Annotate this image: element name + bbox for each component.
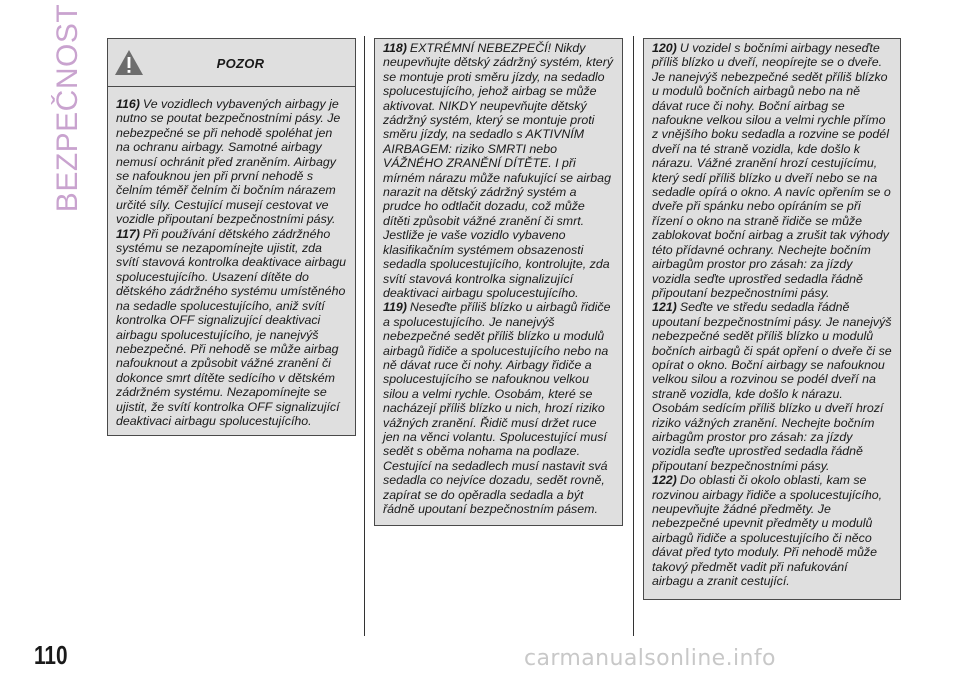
warning-header — [108, 39, 355, 87]
note-text: U vozidel s bočními airbagy neseďte příliš blízko u dveří, neopírejte se o dveře. Je nanejvýš nebezpečné sedět příliš blízko u modulů bočních airbagů nebo na ně dávat ruce či nohy. Boční airbag se nafoukne velkou silou a velmi rychle přímo z vnějšího boku sedadla a rozvine se podél dveří na té straně vozidla, kde došlo k nárazu. Vážné zranění hrozí cestujícímu, který sedí příliš blízko u dveří nebo se na sedadle opírá o okno. A navíc opřením se o dveře při spánku nebo opíráním se při řízení o okno na straně řidiče se může zablokovat boční airbag a zrušit tak výhody této přídavné ochrany. Nechejte bočním airbagům prostor pro zásah: za jízdy vozidla seďte uprostřed sedadla řádně připoutaní bezpečnostními pásy. — [652, 41, 891, 300]
note-121 — [652, 300, 892, 473]
note-number: 121) — [652, 300, 677, 315]
note-118 — [383, 41, 614, 300]
note-text: Seďte ve středu sedadla řádně upoutaní bezpečnostními pásy. Je nanejvýš nebezpečné sedět příliš blízko u modulů bočních airbagů či spát opření o dveře či se opírat o okno. Boční airbagy se nafouknou velkou silou a rozvinou se podél dveří na straně vozidla, kde došlo k nárazu. Osobám sedícím příliš blízko u dveří hrozí riziko vážných zranění. Nechejte bočním airbagům prostor pro zásah: za jízdy vozidla seďte uprostřed sedadla řádně připoutaní bezpečnostními pásy. — [652, 300, 892, 473]
note-number: 118) — [383, 41, 407, 55]
section-title-text: BEZPEČNOST — [51, 3, 84, 213]
page-number: 110 — [34, 640, 68, 670]
watermark: carmanualsonline.info — [524, 646, 776, 671]
note-119 — [383, 300, 614, 516]
note-number: 122) — [652, 473, 677, 488]
note-number: 120) — [652, 41, 677, 55]
note-117 — [116, 227, 347, 429]
warning-box-continued-middle — [374, 38, 623, 526]
note-text: Ve vozidlech vybavených airbagy je nutno se poutat bezpečnostními pásy. Je nebezpečné se při nehodě spoléhat jen na ochranu airbagy. Samotné airbagy nemusí ochránit před zraněním. Airbagy se nafouknou jen při první nehodě s čelním téměř čelním či bočním nárazem určité síly. Cestující musejí cestovat ve vozidle připoutaní bezpečnostními pásy. — [116, 97, 341, 227]
warning-box — [107, 38, 356, 436]
note-120 — [652, 41, 892, 300]
note-text: Neseďte příliš blízko u airbagů řidiče a spolucestujícího. Je nanejvýš nebezpečné sedět příliš blízko u modulů airbagů řidiče a spolucestujícího nebo na ně dávat ruce či nohy. Airbagy řidiče a spolucestujícího se nafouknou velkou silou a velmi rychle. Osobám, které se nacházejí příliš blízko u nich, hrozí riziko vážných zranění. Řidič musí držet ruce jen na věnci volantu. Spolucestující musí sedět s oběma nohama na podlaze. Cestující na sedadlech musí nastavit svá sedadla co nejvíce dozadu, sedět rovně, zapírat se do opěradla sedadla a být řádně upoutaní bezpečnostním pásem. — [383, 300, 611, 516]
note-text: EXTRÉMNÍ NEBEZPEČÍ! Nikdy neupevňujte dětský zádržný systém, který se montuje proti směru jízdy, na sedadlo spolucestujícího, jehož airbag se může aktivovat. NIKDY neupevňujte dětský zádržný systém, který se montuje proti směru jízdy, na sedadlo s AKTIVNÍM AIRBAGEM: riziko SMRTI nebo VÁŽNÉHO ZRANĚNÍ DÍTĚTE. I při mírném nárazu může nafukující se airbag narazit na dětský zádržný systém a prudce ho odtlačit dozadu, což může dítěti způsobit vážné zranění či smrt. Jestliže je vaše vozidlo vybaveno klasifikačním systémem obsazenosti sedadla spolucestujícího, kontrolujte, zda svítí stavová kontrolka signalizující deaktivaci airbagu spolucestujícího. — [383, 41, 614, 300]
section-title-vertical — [48, 3, 88, 213]
note-text: Do oblasti či okolo oblasti, kam se rozvinou airbagy řidiče a spolucestujícího, neupevňujte žádné předměty. Je nebezpečné upevnit předměty u modulů airbagů řidiče a spolucestujícího či něco dávat před tyto moduly. Při nehodě může takový předmět vadit při nafukování airbagu a zranit cestující. — [652, 473, 883, 589]
column-divider — [364, 36, 365, 636]
note-122 — [652, 473, 892, 588]
column-divider — [633, 36, 634, 636]
note-number: 117) — [116, 226, 140, 241]
note-number: 116) — [116, 97, 140, 111]
warning-box-continued-right — [643, 38, 901, 600]
note-text: Při používání dětského zádržného systému se nezapomínejte ujistit, zda svítí stavová kontrolka deaktivace airbagu spolucestujícího. Usazení dítěte do dětského zádržného systému umístěného na sedadle spolucestujícího, aniž svítí kontrolka OFF signalizující deaktivaci airbagu spolucestujícího, je nanejvýš nebezpečné. Při nehodě se může airbag nafouknout a způsobit vážné zranění či dokonce smrt dítěte sedícího v dětském zádržném systému. Nezapomínejte se ujistit, že svítí kontrolka OFF signalizující deaktivaci airbagu spolucestujícího. — [116, 226, 347, 428]
note-number: 119) — [383, 300, 407, 315]
note-116 — [116, 97, 347, 227]
warning-title: POZOR — [216, 56, 265, 71]
